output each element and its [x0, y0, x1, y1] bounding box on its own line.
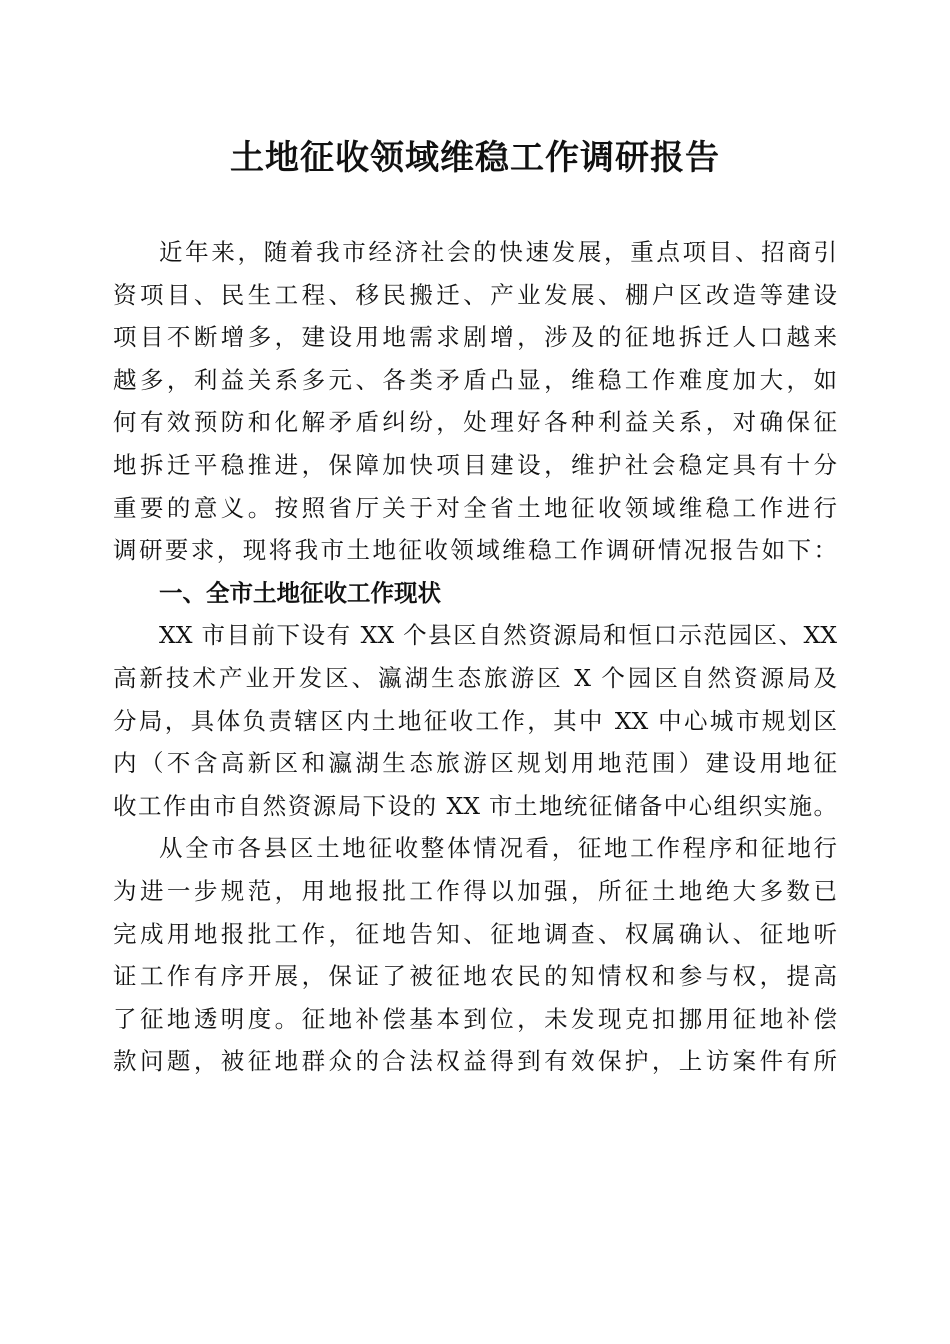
text-line: 证工作有序开展，保证了被征地农民的知情权和参与权，提高 [113, 962, 837, 991]
paragraph-intro [113, 231, 837, 572]
text-line: 越多，利益关系多元、各类矛盾凸显，维稳工作难度加大，如 [113, 365, 837, 394]
text-line: 完成用地报批工作，征地告知、征地调查、权属确认、征地听 [113, 919, 837, 948]
text-line: XX 市目前下设有 XX 个县区自然资源局和恒口示范园区、XX [159, 621, 837, 650]
text-line: 资项目、民生工程、移民搬迁、产业发展、棚户区改造等建设 [113, 280, 837, 309]
text-line: 内（不含高新区和瀛湖生态旅游区规划用地范围）建设用地征 [113, 749, 837, 778]
text-line: 了征地透明度。征地补偿基本到位，未发现克扣挪用征地补偿 [113, 1004, 837, 1033]
text-line: 高新技术产业开发区、瀛湖生态旅游区 X 个园区自然资源局及 [113, 663, 837, 692]
text-line: 调研要求，现将我市土地征收领域维稳工作调研情况报告如下： [113, 536, 837, 565]
text-line: 何有效预防和化解矛盾纠纷，处理好各种利益关系，对确保征 [113, 408, 837, 437]
text-line: 地拆迁平稳推进，保障加快项目建设，维护社会稳定具有十分 [113, 450, 837, 479]
text-line: 近年来，随着我市经济社会的快速发展，重点项目、招商引 [159, 238, 837, 266]
paragraph-overview [113, 827, 837, 1083]
text-line: 从全市各县区土地征收整体情况看，征地工作程序和征地行 [159, 834, 837, 863]
text-line: 分局，具体负责辖区内土地征收工作，其中 XX 中心城市规划区 [113, 706, 837, 735]
text-line: 项目不断增多，建设用地需求剧增，涉及的征地拆迁人口越来 [113, 323, 837, 352]
text-line: 重要的意义。按照省厅关于对全省土地征收领域维稳工作进行 [113, 493, 837, 522]
text-line: 收工作由市自然资源局下设的 XX 市土地统征储备中心组织实施。 [113, 791, 837, 820]
text-line: 款问题，被征地群众的合法权益得到有效保护，上访案件有所 [113, 1047, 837, 1076]
document-title: 土地征收领域维稳工作调研报告 [230, 138, 720, 178]
paragraph-status [113, 614, 837, 827]
section-heading: 一、全市土地征收工作现状 [159, 578, 441, 607]
text-line: 为进一步规范，用地报批工作得以加强，所征土地绝大多数已 [113, 876, 837, 905]
document-body [113, 231, 837, 1083]
